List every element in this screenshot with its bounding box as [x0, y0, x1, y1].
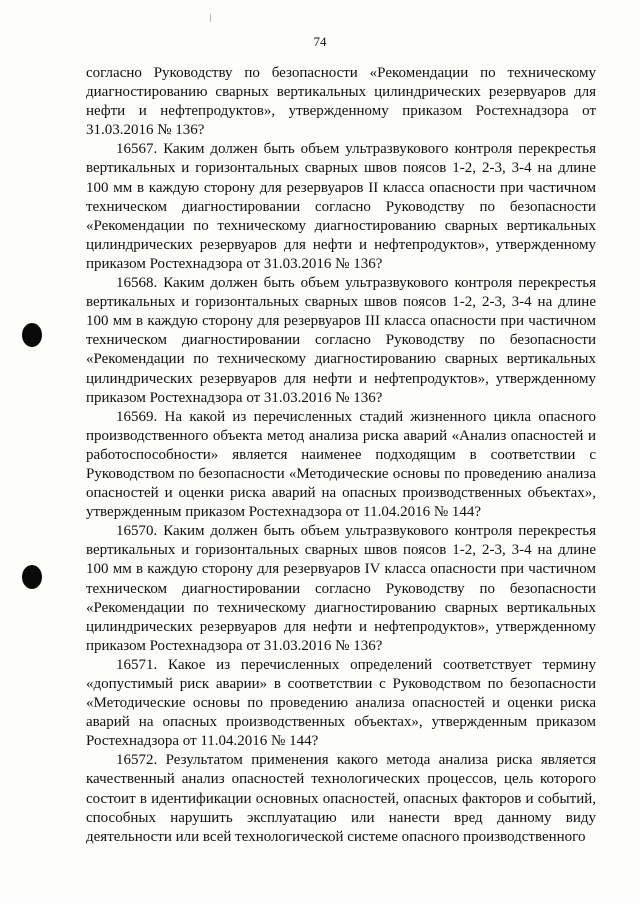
- question-16567: 16567. Каким должен быть объем ультразвукового контроля перекрестья вертикальных и горизонтальных сварных швов поясов 1-2, 2-3, 3-4 на длине 100 мм в каждую сторону для резервуаров II класса опасности при частичном техническом диагностировании согласно Руководству по безопасности «Рекомендации по техническому диагностированию сварных вертикальных цилиндрических резервуаров для нефти и нефтепродуктов», утвержденному приказом Ростехнадзора от 31.03.2016 № 136?: [86, 141, 596, 272]
- page-number: 74: [313, 34, 327, 49]
- question-16572: 16572. Результатом применения какого метода анализа риска является качественный анализ опасностей технологических процессов, цель которого состоит в идентификации основных опасностей, опасных факторов и событий, способных нарушить эксплуатацию или нанести вред данному виду деятельности или всей технологической системе опасного производственного: [86, 752, 596, 845]
- punch-hole-bottom: [22, 565, 42, 589]
- question-16569: 16569. На какой из перечисленных стадий жизненного цикла опасного производственного объекта метод анализа риска аварий «Анализ опасностей и работоспособности» является наименее подходящим в соответствии с Руководством по безопасности «Методические основы по проведению анализа опасностей и оценки риска аварий на опасных производственных объектах», утвержденным приказом Ростехнадзора от 11.04.2016 № 144?: [86, 408, 596, 521]
- question-16568: 16568. Каким должен быть объем ультразвукового контроля перекрестья вертикальных и горизонтальных сварных швов поясов 1-2, 2-3, 3-4 на длине 100 мм в каждую сторону для резервуаров III класса опасности при частичном техническом диагностировании согласно Руководству по безопасности «Рекомендации по техническому диагностированию сварных вертикальных цилиндрических резервуаров для нефти и нефтепродуктов», утвержденному приказом Ростехнадзора от 31.03.2016 № 136?: [86, 275, 596, 406]
- punch-hole-top: [22, 323, 42, 347]
- paragraph-continuation: согласно Руководству по безопасности «Рекомендации по техническому диагностированию сварных вертикальных цилиндрических резервуаров для нефти и нефтепродуктов», утвержденному приказом Ростехнадзора от 31.03.2016 № 136?: [86, 65, 596, 139]
- question-16570: 16570. Каким должен быть объем ультразвукового контроля перекрестья вертикальных и горизонтальных сварных швов поясов 1-2, 2-3, 3-4 на длине 100 мм в каждую сторону для резервуаров IV класса опасности при частичном техническом диагностировании согласно Руководству по безопасности «Рекомендации по техническому диагностированию сварных вертикальных цилиндрических резервуаров для нефти и нефтепродуктов», утвержденному приказом Ростехнадзора от 31.03.2016 № 136?: [86, 523, 596, 654]
- question-16571: 16571. Какое из перечисленных определений соответствует термину «допустимый риск аварии» в соответствии с Руководством по безопасности «Методические основы по проведению анализа опасностей и оценки риска аварий на опасных производственных объектах», утвержденным приказом Ростехнадзора от 11.04.2016 № 144?: [86, 656, 596, 750]
- document-body: [86, 64, 596, 847]
- scan-mark: [210, 14, 211, 22]
